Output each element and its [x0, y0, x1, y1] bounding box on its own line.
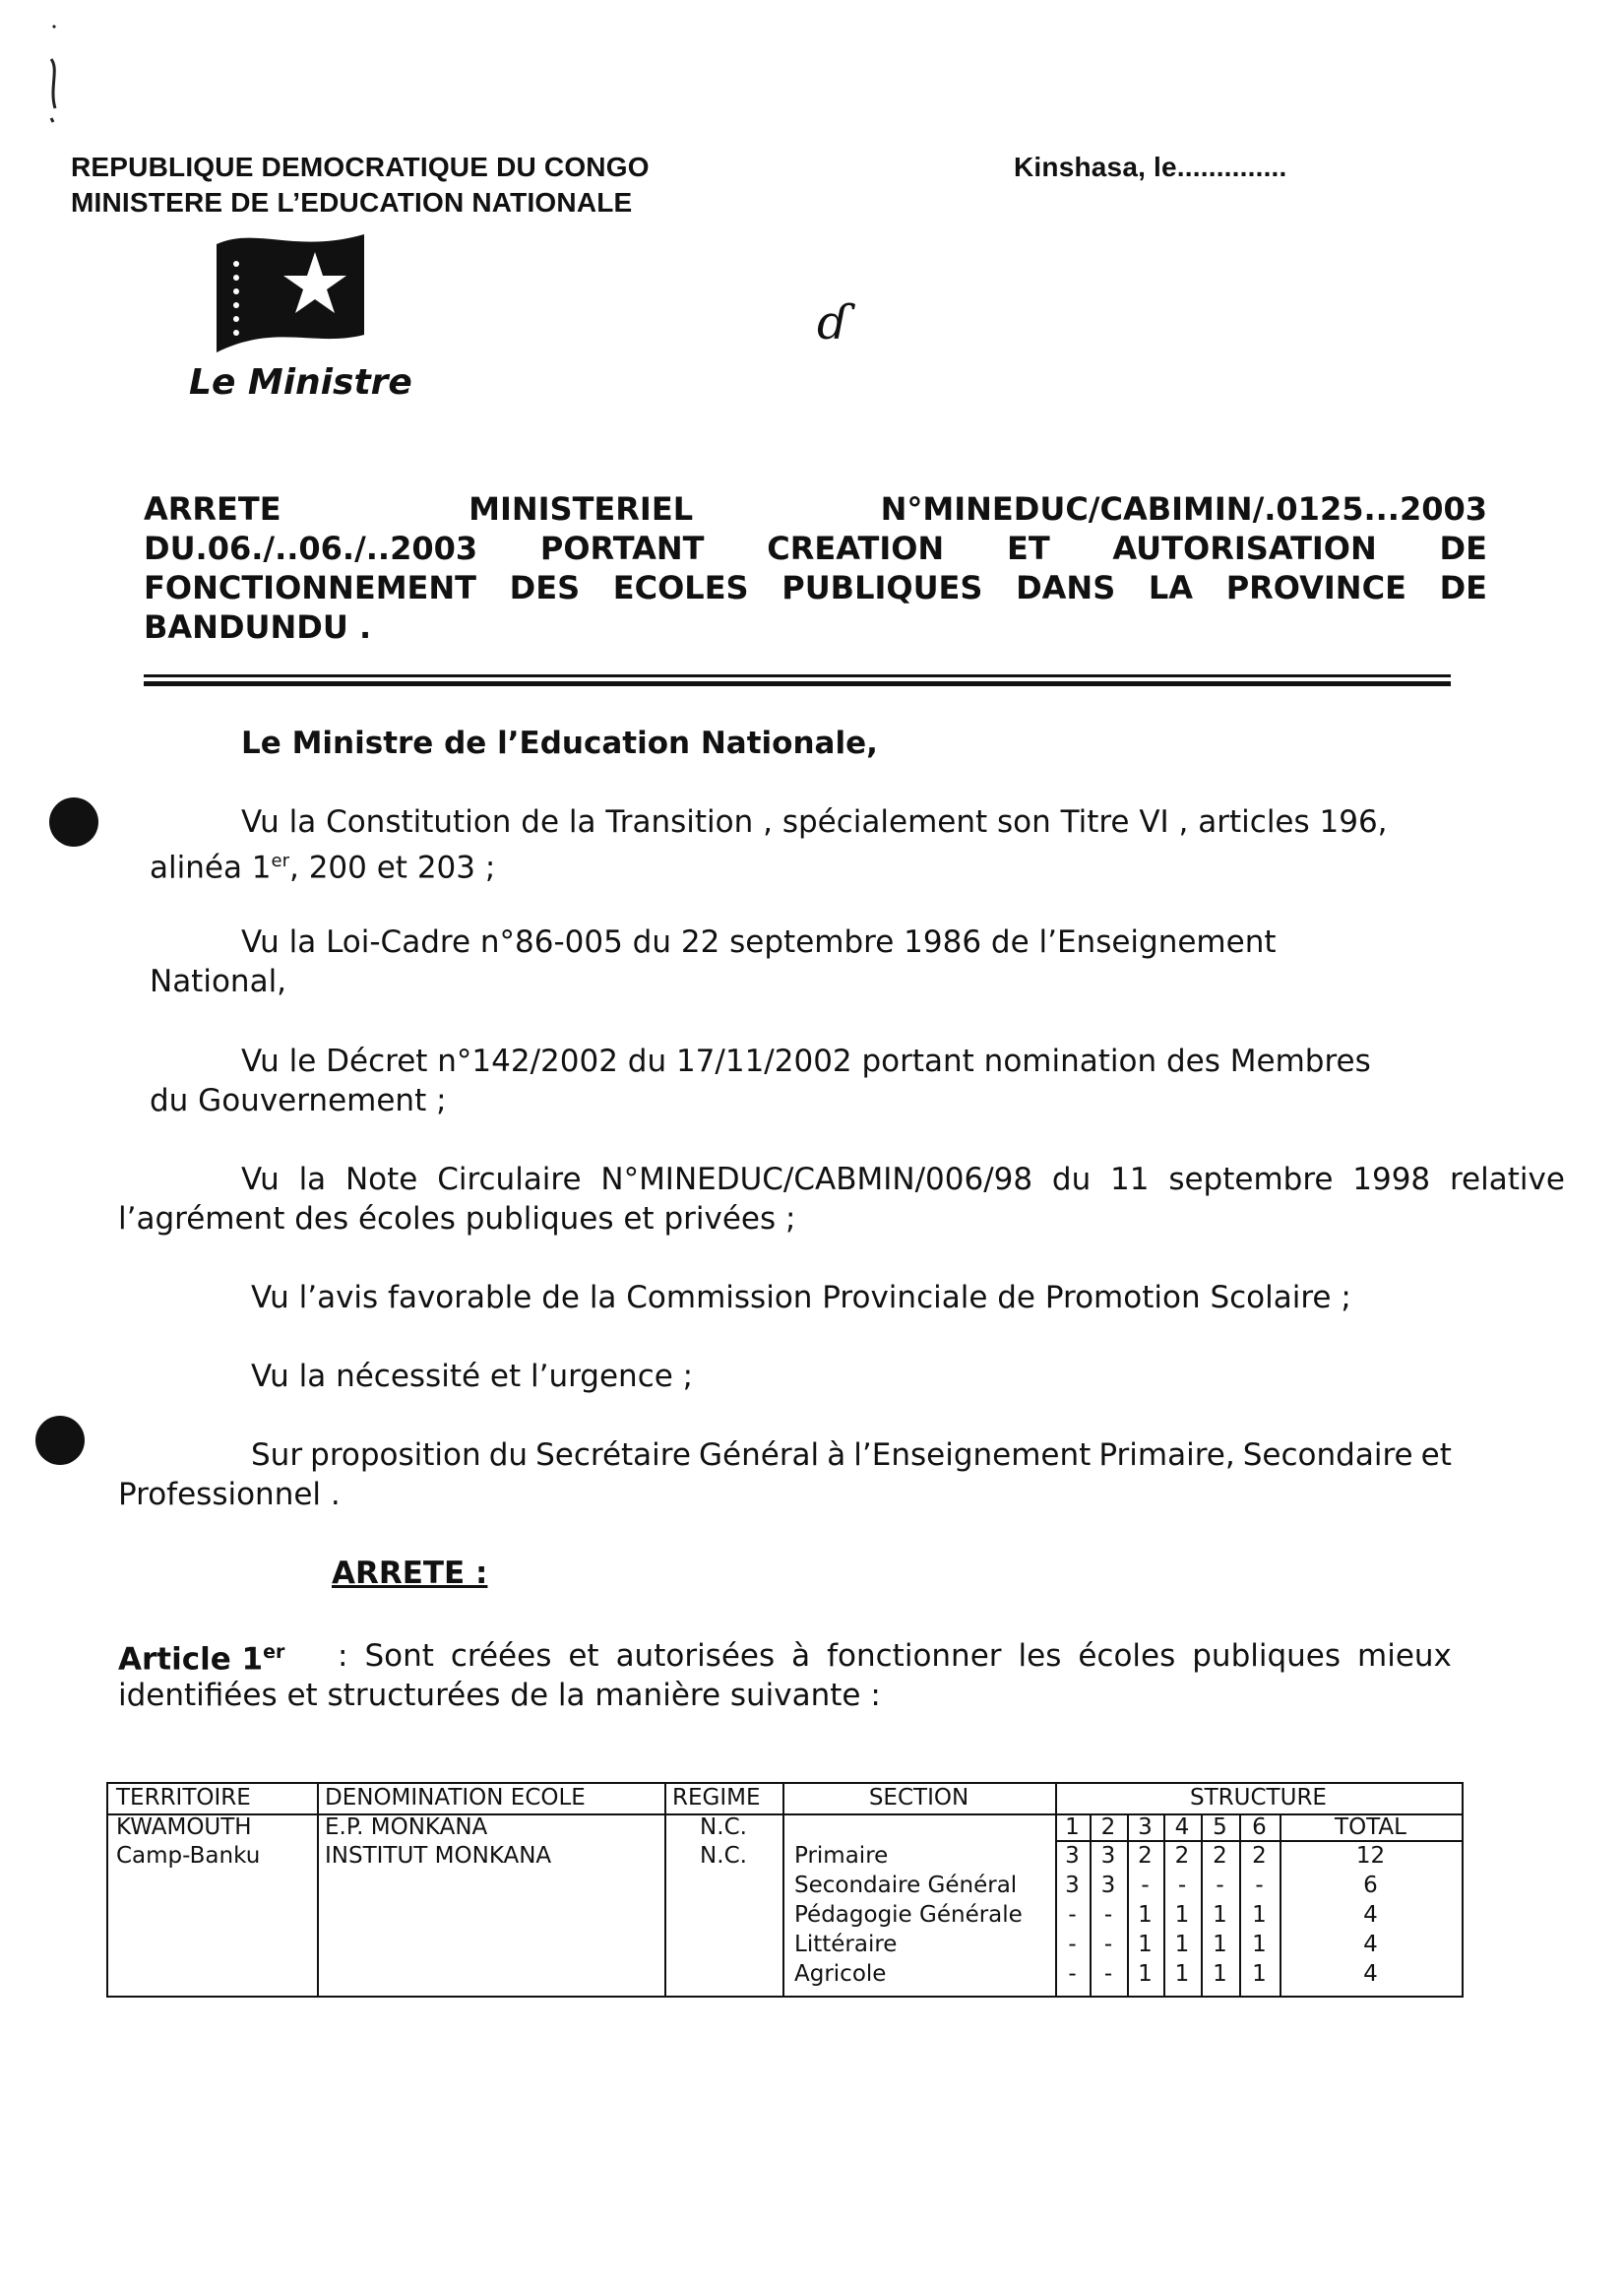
school-regime-1: N.C.: [700, 1814, 747, 1840]
article-1-label: [118, 1632, 284, 1679]
title-divider: [144, 674, 1451, 686]
superscript: er: [263, 1641, 285, 1663]
handwritten-mark: ɗ: [817, 295, 849, 350]
article-1-line-a: [338, 1636, 1452, 1676]
word: Sont: [364, 1638, 434, 1674]
header-territoire: TERRITOIRE: [116, 1785, 251, 1811]
decree-title: [144, 489, 1487, 647]
minister-heading: Le Ministre de l’Education Nationale,: [241, 726, 878, 761]
word: la: [298, 1162, 327, 1197]
word: Primaire,: [1098, 1437, 1235, 1473]
school-name-2: INSTITUT MONKANA: [325, 1843, 552, 1869]
section-name: Littéraire: [794, 1932, 898, 1957]
section-name: Primaire: [794, 1843, 889, 1869]
title-word: AUTORISATION: [1112, 530, 1377, 567]
structure-cell: -: [1141, 1873, 1150, 1898]
word: Vu: [241, 1162, 280, 1197]
total-cell: 6: [1363, 1873, 1378, 1898]
structure-cell: 2: [1138, 1843, 1153, 1869]
structure-cell: -: [1177, 1873, 1187, 1898]
structure-cell: -: [1068, 1902, 1077, 1928]
word: du: [488, 1437, 529, 1473]
title-word: BANDUNDU .: [144, 608, 372, 646]
considerant-1a: Vu la Constitution de la Transition , spécialement son Titre VI , articles 196,: [241, 804, 1388, 840]
word: créées: [450, 1638, 552, 1674]
title-word: DES: [509, 569, 581, 606]
title-word: ECOLES: [612, 569, 749, 606]
logo-caption: Le Ministre: [189, 362, 412, 403]
title-word: CREATION: [767, 530, 945, 567]
header-denomination: DENOMINATION ECOLE: [325, 1785, 586, 1811]
article-1-line-b: identifiées et structurées de la manière suivante :: [118, 1678, 881, 1713]
title-line-1: [144, 489, 1487, 529]
title-line-3: [144, 568, 1487, 607]
word: N°MINEDUC/CABMIN/006/98: [600, 1162, 1033, 1197]
structure-cell: 1: [1252, 1902, 1267, 1928]
word: septembre: [1168, 1162, 1334, 1197]
level-total: TOTAL: [1335, 1814, 1406, 1840]
header-section: SECTION: [868, 1785, 969, 1811]
level-1: 1: [1065, 1814, 1080, 1840]
word: Général: [699, 1437, 820, 1473]
text-span: , 200 et 203 ;: [289, 850, 496, 886]
word: Secondaire: [1242, 1437, 1413, 1473]
structure-cell: 1: [1252, 1932, 1267, 1957]
word: Note: [344, 1162, 418, 1197]
structure-cell: -: [1255, 1873, 1264, 1898]
structure-cell: 3: [1065, 1843, 1080, 1869]
country-name: REPUBLIQUE DEMOCRATIQUE DU CONGO: [71, 152, 650, 182]
structure-cell: -: [1103, 1961, 1113, 1987]
level-5: 5: [1213, 1814, 1227, 1840]
structure-cell: 1: [1213, 1902, 1227, 1928]
school-regime-2: N.C.: [700, 1843, 747, 1869]
title-word: DANS: [1016, 569, 1116, 606]
considerant-5: Vu l’avis favorable de la Commission Provinciale de Promotion Scolaire ;: [251, 1280, 1351, 1315]
margin-scan-marks: [39, 20, 79, 132]
text-span: Article 1: [118, 1641, 264, 1678]
decree-date: DU.06./..06./..2003: [144, 530, 478, 567]
punch-hole: [49, 797, 98, 847]
word: fonctionner: [827, 1638, 1002, 1674]
title-word: PUBLIQUES: [781, 569, 983, 606]
level-6: 6: [1252, 1814, 1267, 1840]
word: l’Enseignement: [853, 1437, 1092, 1473]
schools-table: [106, 1782, 1464, 1998]
level-2: 2: [1100, 1814, 1116, 1840]
structure-cell: -: [1068, 1961, 1077, 1987]
scan-mark-icon: [39, 20, 79, 128]
header-structure: STRUCTURE: [1190, 1785, 1327, 1811]
level-3: 3: [1138, 1814, 1153, 1840]
structure-cell: -: [1216, 1873, 1224, 1898]
col-divider: [317, 1784, 319, 1996]
title-word: DE: [1439, 569, 1487, 606]
structure-cell: 2: [1252, 1843, 1267, 1869]
territoire-2: Camp-Banku: [116, 1843, 261, 1869]
considerant-7a: [251, 1435, 1452, 1475]
word: :: [338, 1638, 348, 1674]
arrete-heading: ARRETE :: [332, 1556, 488, 1591]
structure-cell: 3: [1100, 1873, 1116, 1898]
structure-cell: 1: [1138, 1932, 1153, 1957]
structure-cell: 1: [1138, 1961, 1153, 1987]
word: mieux: [1357, 1638, 1452, 1674]
title-word: PORTANT: [539, 530, 705, 567]
structure-cell: 1: [1213, 1961, 1227, 1987]
territoire-1: KWAMOUTH: [116, 1814, 252, 1840]
word: 11: [1110, 1162, 1150, 1197]
col-divider: [782, 1784, 784, 1996]
title-word: MINISTERIEL: [468, 490, 694, 528]
word: à: [827, 1437, 846, 1473]
title-line-4: [144, 607, 1487, 647]
section-name: Agricole: [794, 1961, 887, 1987]
level-header-row: [1055, 1813, 1462, 1842]
considerant-6: Vu la nécessité et l’urgence ;: [251, 1359, 694, 1394]
structure-cell: -: [1103, 1902, 1113, 1928]
considerant-3b: du Gouvernement ;: [150, 1083, 447, 1118]
word: Circulaire: [437, 1162, 582, 1197]
word: à: [791, 1638, 811, 1674]
word: écoles: [1078, 1638, 1176, 1674]
considerant-4a: [241, 1160, 1565, 1199]
structure-cell: 2: [1213, 1843, 1227, 1869]
considerant-3a: Vu le Décret n°142/2002 du 17/11/2002 portant nomination des Membres: [241, 1044, 1371, 1079]
word: Secrétaire: [535, 1437, 691, 1473]
title-word: ARRETE: [144, 490, 281, 528]
structure-cell: -: [1103, 1932, 1113, 1957]
considerant-2a: Vu la Loi-Cadre n°86-005 du 22 septembre 1986 de l’Enseignement: [241, 924, 1277, 960]
structure-cell: 3: [1065, 1873, 1080, 1898]
considerant-2b: National,: [150, 964, 287, 999]
considerant-4b: l’agrément des écoles publiques et privées ;: [118, 1201, 796, 1237]
title-word: DE: [1439, 530, 1487, 567]
structure-cell: 1: [1174, 1902, 1190, 1928]
title-line-2: [144, 529, 1487, 568]
considerant-7b: Professionnel .: [118, 1477, 341, 1512]
structure-cell: 1: [1252, 1961, 1267, 1987]
word: relative: [1449, 1162, 1565, 1197]
text-span: alinéa 1: [150, 850, 272, 886]
word: Sur: [251, 1437, 303, 1473]
word: et: [568, 1638, 599, 1674]
total-cell: 4: [1363, 1961, 1378, 1987]
decree-number: N°MINEDUC/CABIMIN/.0125...2003: [880, 490, 1487, 528]
ministry-logo: [207, 224, 374, 366]
title-word: FONCTIONNEMENT: [144, 569, 476, 606]
title-word: ET: [1006, 530, 1050, 567]
structure-cell: 3: [1100, 1843, 1116, 1869]
section-name: Secondaire Général: [794, 1873, 1018, 1898]
total-cell: 12: [1355, 1843, 1386, 1869]
punch-hole: [35, 1416, 85, 1465]
total-cell: 4: [1363, 1932, 1378, 1957]
word: du: [1051, 1162, 1092, 1197]
flag-icon: [207, 224, 374, 362]
considerant-1b: [150, 842, 495, 887]
structure-cell: 1: [1213, 1932, 1227, 1957]
header-regime: REGIME: [672, 1785, 761, 1811]
section-name: Pédagogie Générale: [794, 1902, 1023, 1928]
ministry-name: MINISTERE DE L’EDUCATION NATIONALE: [71, 187, 633, 218]
word: 1998: [1352, 1162, 1431, 1197]
word: proposition: [310, 1437, 481, 1473]
word: autorisées: [615, 1638, 776, 1674]
title-word: PROVINCE: [1225, 569, 1406, 606]
structure-cell: 1: [1138, 1902, 1153, 1928]
word: publiques: [1192, 1638, 1342, 1674]
structure-cell: -: [1068, 1932, 1077, 1957]
structure-cell: 2: [1174, 1843, 1190, 1869]
title-word: LA: [1148, 569, 1194, 606]
word: et: [1420, 1437, 1452, 1473]
structure-cell: 1: [1174, 1932, 1190, 1957]
word: les: [1018, 1638, 1062, 1674]
place-date: Kinshasa, le..............: [1014, 152, 1287, 182]
superscript: er: [271, 851, 289, 871]
level-4: 4: [1174, 1814, 1190, 1840]
school-name-1: E.P. MONKANA: [325, 1814, 488, 1840]
total-cell: 4: [1363, 1902, 1378, 1928]
structure-cell: 1: [1174, 1961, 1190, 1987]
